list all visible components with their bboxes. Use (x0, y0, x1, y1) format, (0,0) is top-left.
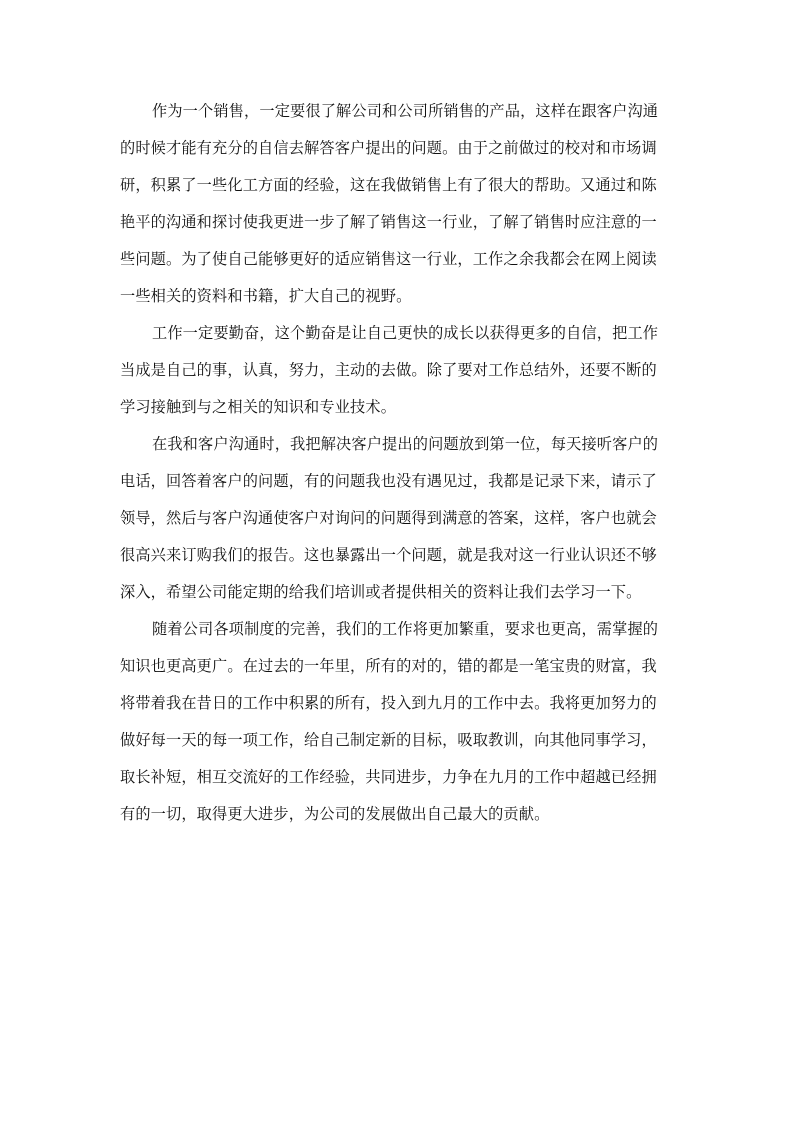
text-line: 一些相关的资料和书籍，扩大自己的视野。 (120, 287, 412, 305)
paragraph-4 (120, 619, 680, 824)
paragraph-1 (120, 101, 680, 306)
text-line: 有的一切，取得更大进步，为公司的发展做出自己最大的贡献。 (120, 805, 550, 823)
text-line: 深入，希望公司能定期的给我们培训或者提供相关的资料让我们去学习一下。 (120, 583, 642, 601)
text-line: 很高兴来订购我们的报告。这也暴露出一个问题，就是我对这一行业认识还不够 (120, 546, 657, 564)
text-line: 作为一个销售，一定要很了解公司和公司所销售的产品，这样在跟客户沟通 (152, 102, 659, 120)
text-line: 工作一定要勤奋，这个勤奋是让自己更快的成长以获得更多的自信，把工作 (152, 324, 659, 342)
paragraph-3 (120, 434, 680, 602)
text-line: 做好每一天的每一项工作，给自己制定新的目标，吸取教训，向其他同事学习， (120, 731, 657, 749)
text-line: 随着公司各项制度的完善，我们的工作将更加繁重，要求也更高，需掌握的 (152, 620, 659, 638)
text-line: 些问题。为了使自己能够更好的适应销售这一行业，工作之余我都会在网上阅读 (120, 250, 657, 268)
text-line: 知识也更高更广。在过去的一年里，所有的对的，错的都是一笔宝贵的财富，我 (120, 657, 657, 675)
text-line: 研，积累了一些化工方面的经验，这在我做销售上有了很大的帮助。又通过和陈 (120, 176, 657, 194)
text-line: 在我和客户沟通时，我把解决客户提出的问题放到第一位，每天接听客户的 (152, 435, 659, 453)
text-line: 艳平的沟通和探讨使我更进一步了解了销售这一行业，了解了销售时应注意的一 (120, 213, 657, 231)
document-page (120, 101, 680, 841)
text-line: 将带着我在昔日的工作中积累的所有，投入到九月的工作中去。我将更加努力的 (120, 694, 657, 712)
text-line: 学习接触到与之相关的知识和专业技术。 (120, 398, 397, 416)
text-line: 的时候才能有充分的自信去解答客户提出的问题。由于之前做过的校对和市场调 (120, 139, 657, 157)
text-line: 电话，回答着客户的问题，有的问题我也没有遇见过，我都是记录下来，请示了 (120, 472, 657, 490)
text-line: 取长补短，相互交流好的工作经验，共同进步，力争在九月的工作中超越已经拥 (120, 768, 657, 786)
text-line: 领导，然后与客户沟通使客户对询问的问题得到满意的答案，这样，客户也就会 (120, 509, 657, 527)
text-line: 当成是自己的事，认真，努力，主动的去做。除了要对工作总结外，还要不断的 (120, 361, 657, 379)
paragraph-2 (120, 323, 680, 417)
